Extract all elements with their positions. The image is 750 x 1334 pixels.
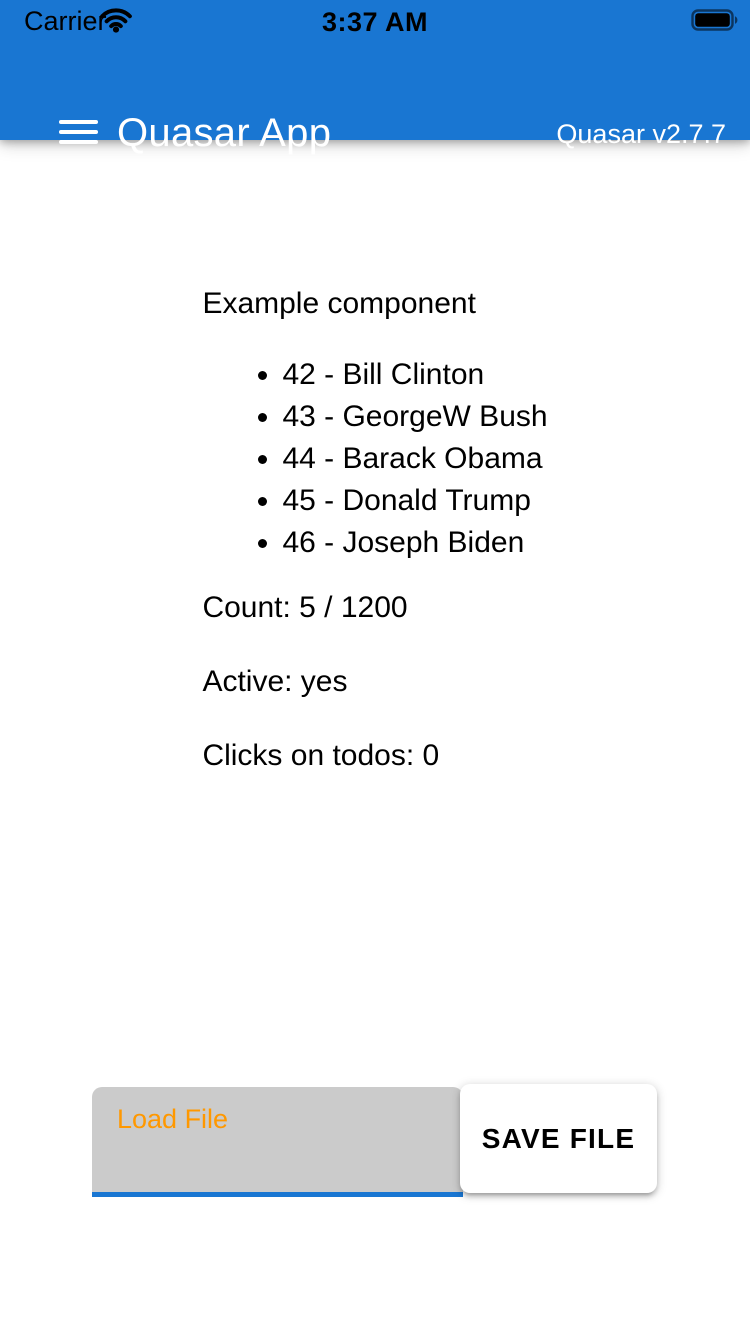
app-header bbox=[0, 0, 750, 155]
president-list-item: • 45 - Donald Trump bbox=[282, 480, 547, 522]
president-list-item: • 42 - Bill Clinton bbox=[282, 354, 547, 396]
president-list-item: • 44 - Barack Obama bbox=[282, 438, 547, 480]
active-label: Active: yes bbox=[202, 665, 348, 698]
time-label: 3:37 AM bbox=[321, 7, 429, 37]
save-file-button[interactable]: SAVE FILE bbox=[460, 1084, 657, 1193]
example-component-heading: Example component bbox=[202, 287, 476, 320]
battery-icon bbox=[691, 9, 738, 36]
status-bar bbox=[0, 0, 750, 42]
toolbar bbox=[0, 42, 750, 155]
president-list-item: • 46 - Joseph Biden bbox=[282, 522, 547, 564]
president-list-item: • 43 - GeorgeW Bush bbox=[282, 396, 547, 438]
clicks-label: Clicks on todos: 0 bbox=[202, 739, 440, 772]
menu-button[interactable] bbox=[50, 106, 106, 158]
example-component bbox=[202, 286, 547, 774]
load-file-input[interactable] bbox=[92, 1087, 463, 1197]
page-content bbox=[0, 140, 750, 812]
page-title: Quasar App bbox=[117, 111, 332, 155]
menu-icon bbox=[59, 120, 98, 125]
count-label: Count: 5 / 1200 bbox=[202, 591, 408, 624]
president-list bbox=[202, 354, 547, 564]
load-file-label: Load File bbox=[117, 1104, 229, 1134]
version-label: Quasar v2.7.7 bbox=[556, 119, 726, 149]
file-field-underline bbox=[92, 1192, 463, 1197]
carrier-label: Carrier bbox=[24, 6, 107, 36]
